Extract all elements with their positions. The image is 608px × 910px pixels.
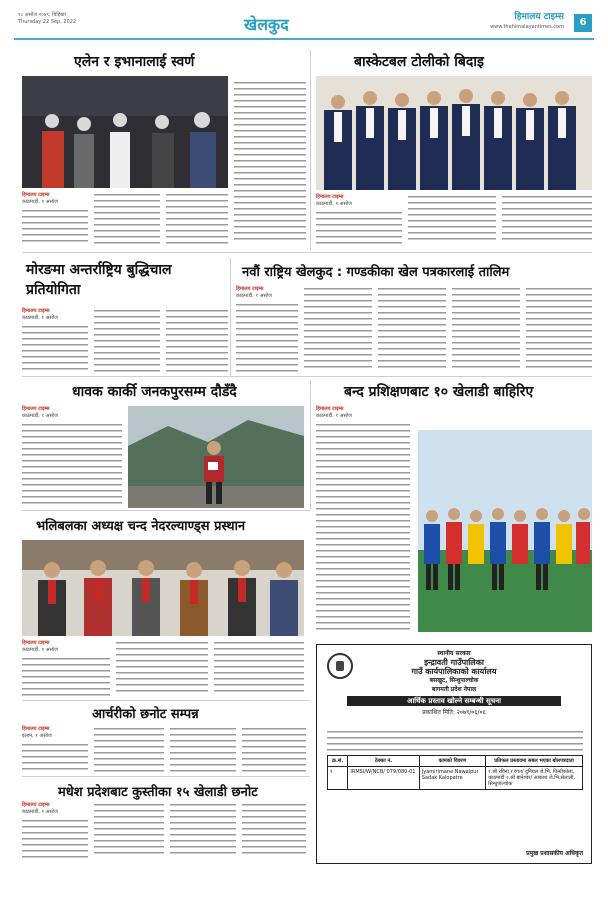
headline-runner: धावक कार्की जनकपुरसम्म दौडँदै bbox=[72, 384, 237, 400]
body-text bbox=[166, 192, 228, 244]
body-text bbox=[22, 656, 110, 696]
dateline-6: काठमाडौं, १ असोज bbox=[316, 413, 352, 419]
date-english: Thursday 22 Sep. 2022 bbox=[18, 19, 77, 25]
section-title: खेलकुद bbox=[244, 15, 289, 34]
table-header-row bbox=[328, 756, 583, 767]
dateline-5: काठमाडौं, १ असोज bbox=[22, 413, 58, 419]
dateline-8: इलाम, १ असोज bbox=[22, 733, 52, 739]
byline-3: हिमालय टाइम्स bbox=[22, 308, 50, 314]
notice-table bbox=[327, 755, 583, 790]
headline-camp: बन्द प्रशिक्षणबाट १० खेलाडी बाहिरिए bbox=[344, 384, 534, 400]
col-contract: ठेक्का नं. bbox=[348, 756, 419, 767]
byline-6: हिमालय टाइम्स bbox=[316, 406, 344, 412]
cell-sn: १ bbox=[328, 767, 348, 790]
body-text bbox=[452, 286, 520, 372]
date-nepali: १८ असोज २०७९, बिहिबार bbox=[18, 12, 67, 18]
col-work: कामको विवरण bbox=[419, 756, 485, 767]
cell-contract: IRMSI/W/NCB/ 079/080-01 bbox=[348, 767, 419, 790]
body-text bbox=[22, 818, 88, 858]
notice-published-date: प्रकाशित मिति: २०७९/०६/०६ bbox=[422, 709, 486, 716]
body-text bbox=[94, 192, 160, 244]
notice-municipality: इन्द्रावती गाउँपालिका bbox=[424, 658, 484, 667]
notice-province: बागमती प्रदेश नेपाल bbox=[431, 686, 477, 693]
body-text bbox=[408, 194, 496, 244]
newspaper-page bbox=[14, 10, 594, 900]
byline-8: हिमालय टाइम्स bbox=[22, 726, 50, 732]
dateline-7: काठमाडौं, १ असोज bbox=[22, 647, 58, 653]
photo-volleyball-officials bbox=[22, 540, 304, 636]
photo-medal-winners bbox=[22, 76, 228, 188]
dateline-1: काठमाडौं, १ असोज bbox=[22, 199, 58, 205]
headline-journalist-training: नवौं राष्ट्रिय खेलकुद : गण्डकीका खेल पत्रकारलाई तालिम bbox=[242, 265, 510, 280]
body-text bbox=[236, 302, 298, 372]
website: www.thehimalayantimes.com bbox=[490, 24, 564, 30]
body-text bbox=[242, 726, 306, 772]
byline-9: हिमालय टाइम्स bbox=[22, 802, 50, 808]
notice-gov: स्थानीय सरकार bbox=[437, 650, 471, 657]
body-text bbox=[214, 640, 304, 696]
body-text bbox=[316, 210, 402, 244]
notice-address: बसखुट, सिन्धुपाल्चोक bbox=[429, 677, 479, 684]
dateline-2: काठमाडौं, १ असोज bbox=[316, 201, 352, 207]
government-emblem-icon bbox=[327, 653, 353, 679]
body-text bbox=[116, 640, 208, 696]
cell-work: Jyamirimane Nawalpur Sadak Kalopatre bbox=[419, 767, 485, 790]
public-notice bbox=[316, 644, 592, 864]
body-text bbox=[242, 802, 306, 858]
headline-chess: मोरङमा अन्तर्राष्ट्रिय बुद्धिचाल प्रतियोगिता bbox=[26, 262, 172, 298]
headline-basketball: बास्केटबल टोलीको बिदाइ bbox=[354, 54, 484, 70]
byline-4: हिमालय टाइम्स bbox=[236, 286, 264, 292]
col-bidders: प्रतिफल प्रस्तावमा सबल भएका बोलपत्रदाता bbox=[486, 756, 583, 767]
table-row bbox=[328, 767, 583, 790]
body-text bbox=[316, 422, 410, 634]
body-text bbox=[166, 308, 228, 372]
body-text bbox=[378, 286, 446, 372]
byline-5: हिमालय टाइम्स bbox=[22, 406, 50, 412]
byline-2: हिमालय टाइम्स bbox=[316, 194, 344, 200]
dateline-4: काठमाडौं, १ असोज bbox=[236, 293, 272, 299]
dateline-9: काठमाडौं, १ असोज bbox=[22, 809, 58, 815]
byline-1: हिमालय टाइम्स bbox=[22, 192, 50, 198]
body-text bbox=[502, 194, 592, 244]
body-text bbox=[22, 208, 88, 244]
photo-basketball-team bbox=[316, 76, 592, 190]
page-number: 6 bbox=[574, 14, 592, 32]
body-text bbox=[170, 726, 236, 772]
body-text bbox=[22, 324, 88, 372]
headline-volleyball: भलिबलका अध्यक्ष चन्द नेदरल्याण्ड्स प्रस्थान bbox=[36, 519, 246, 534]
body-text bbox=[304, 286, 372, 372]
body-text bbox=[94, 802, 164, 858]
body-text bbox=[234, 80, 306, 244]
body-text bbox=[22, 742, 88, 772]
photo-football-team bbox=[418, 430, 592, 632]
masthead bbox=[14, 10, 594, 40]
body-text bbox=[94, 726, 164, 772]
notice-signature: प्रमुख प्रशासकीय अधिकृत bbox=[526, 850, 583, 857]
headline-wrestling: मधेश प्रदेशबाट कुस्तीका १५ खेलाडी छनोट bbox=[58, 785, 258, 800]
body-text bbox=[526, 286, 592, 372]
body-text bbox=[170, 802, 236, 858]
headline-archery: आर्चरीको छनोट सम्पन्न bbox=[92, 707, 199, 722]
byline-7: हिमालय टाइम्स bbox=[22, 640, 50, 646]
dateline-3: काठमाडौं, १ असोज bbox=[22, 315, 58, 321]
body-text bbox=[22, 422, 122, 506]
notice-body-text bbox=[327, 729, 583, 751]
notice-office: गाउँ कार्यपालिकाको कार्यालय bbox=[411, 667, 497, 676]
paper-name: हिमालय टाइम्स bbox=[514, 12, 564, 22]
body-text bbox=[94, 308, 160, 372]
photo-runner bbox=[128, 406, 304, 508]
notice-title: आर्थिक प्रस्ताव खोल्ने सम्बन्धी सूचना bbox=[347, 696, 561, 706]
cell-bidders: १.श्री रविना र रंगत/ दुनियल जे.भि. पिन्धीकोला, काठमाडौं २.श्री बानेश्वर/ आकाश जे.भि.सेलाली, सिन्धुपाल्चोक bbox=[486, 767, 583, 790]
headline-gold: एलेन र इभानालाई स्वर्ण bbox=[74, 54, 195, 70]
col-sn: क्र.सं. bbox=[328, 756, 348, 767]
